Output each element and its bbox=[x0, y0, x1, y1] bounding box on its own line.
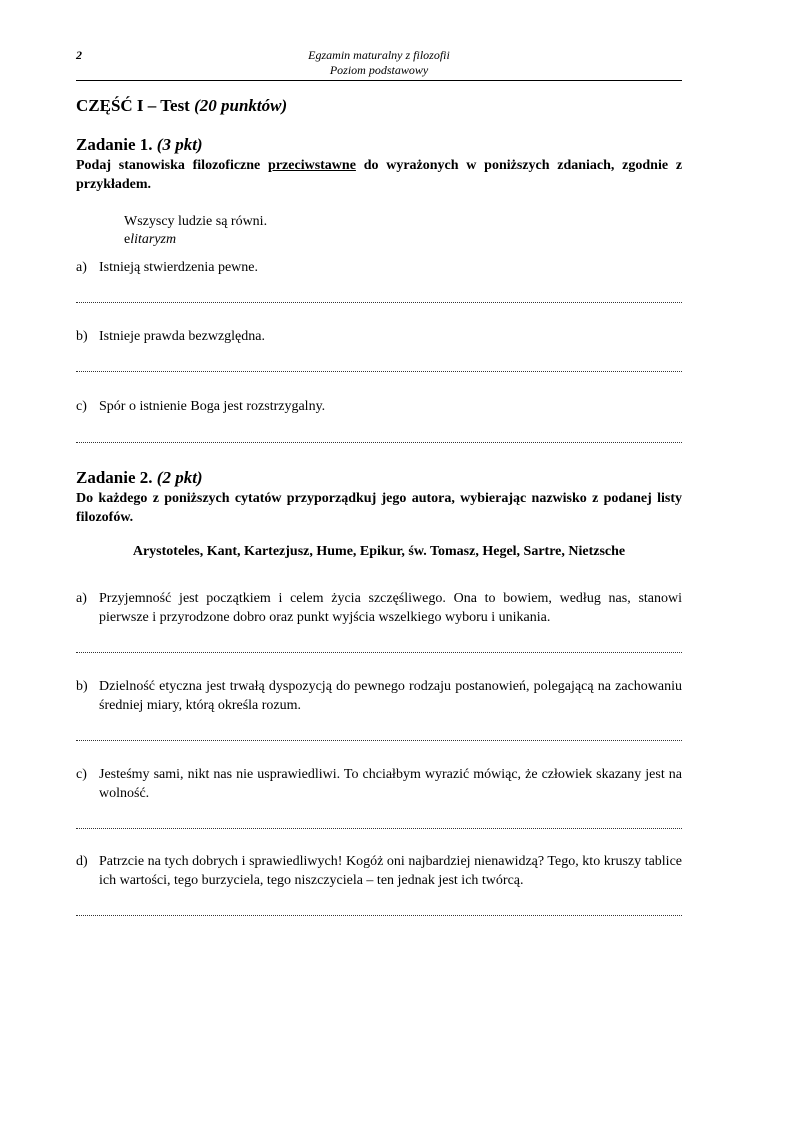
task1-title-text: Zadanie 1. bbox=[76, 135, 153, 154]
header-title-line2: Poziom podstawowy bbox=[329, 63, 429, 77]
page-header bbox=[76, 46, 682, 81]
item-text: Przyjemność jest początkiem i celem życia szczęśliwego. Ona to bowiem, według nas, stanowi pierwsze i przyrodzone dobro oraz punkt wyjścia wszelkiego wyboru i unikania. bbox=[99, 591, 682, 625]
philosophers-list: Arystoteles, Kant, Kartezjusz, Hume, Epikur, św. Tomasz, Hegel, Sartre, Nietzsche bbox=[132, 544, 626, 559]
part-title-text: CZĘŚĆ I – Test bbox=[76, 96, 190, 115]
item-letter: a) bbox=[76, 591, 87, 606]
task1-instruction-emph: przeciwstawne bbox=[268, 158, 356, 173]
task1-instruction-before: Podaj stanowiska filozoficzne bbox=[76, 158, 261, 173]
example-sentence: Wszyscy ludzie są równi. bbox=[124, 214, 268, 229]
page-number: 2 bbox=[76, 48, 82, 62]
task2-instruction: Do każdego z poniższych cytatów przyporządkuj jego autora, wybierając nazwisko z podanej listy filozofów. bbox=[76, 491, 682, 525]
answer-line[interactable] bbox=[76, 371, 682, 372]
task2-item-b bbox=[76, 677, 682, 715]
item-letter: a) bbox=[76, 260, 87, 275]
task1-points: (3 pkt) bbox=[156, 135, 203, 154]
task1-item-b bbox=[76, 327, 682, 346]
task2-item-a bbox=[76, 589, 682, 627]
answer-line[interactable] bbox=[76, 302, 682, 303]
item-text: Jesteśmy sami, nikt nas nie usprawiedliwi. To chciałbym wyrazić mówiąc, że człowiek skazany jest na wolność. bbox=[99, 767, 682, 801]
task1-instruction-after: do wyrażonych w poniższych zdaniach, zgodnie z przykładem. bbox=[76, 158, 683, 192]
task1-title bbox=[76, 135, 203, 155]
task1-item-a bbox=[76, 258, 682, 277]
item-text: Patrzcie na tych dobrych i sprawiedliwych! Kogóż oni najbardziej nienawidzą? Tego, kto kruszy tablice ich wartości, tego burzyciela, tego niszczyciela – ten jednak jest ich twórcą. bbox=[99, 854, 682, 888]
answer-line[interactable] bbox=[76, 915, 682, 916]
task2-item-d bbox=[76, 852, 682, 890]
answer-line[interactable] bbox=[76, 740, 682, 741]
task1-instruction bbox=[76, 156, 682, 194]
item-letter: b) bbox=[76, 679, 88, 694]
example-answer-rest: litaryzm bbox=[130, 232, 177, 247]
task1-example bbox=[124, 213, 267, 249]
task1-item-c bbox=[76, 397, 682, 416]
item-letter: c) bbox=[76, 399, 87, 414]
item-text: Dzielność etyczna jest trwałą dyspozycją do pewnego rodzaju postanowień, polegającą na zachowaniu średniej miary, którą określa rozum. bbox=[99, 679, 682, 713]
item-text: Istnieje prawda bezwzględna. bbox=[99, 329, 265, 344]
part-title bbox=[76, 96, 287, 116]
task2-item-c bbox=[76, 765, 682, 803]
part-points: (20 punktów) bbox=[194, 96, 288, 115]
header-title-line1: Egzamin maturalny z filozofii bbox=[308, 48, 450, 62]
task2-title-text: Zadanie 2. bbox=[76, 468, 153, 487]
item-letter: b) bbox=[76, 329, 88, 344]
item-letter: c) bbox=[76, 767, 87, 782]
task2-points: (2 pkt) bbox=[156, 468, 203, 487]
header-title bbox=[76, 48, 682, 78]
item-text: Spór o istnienie Boga jest rozstrzygalny. bbox=[99, 399, 326, 414]
task2-title bbox=[76, 468, 203, 488]
answer-line[interactable] bbox=[76, 652, 682, 653]
item-text: Istnieją stwierdzenia pewne. bbox=[99, 260, 258, 275]
answer-line[interactable] bbox=[76, 442, 682, 443]
example-answer bbox=[124, 231, 267, 249]
answer-line[interactable] bbox=[76, 828, 682, 829]
example-answer-first: e bbox=[124, 232, 131, 247]
item-letter: d) bbox=[76, 854, 88, 869]
